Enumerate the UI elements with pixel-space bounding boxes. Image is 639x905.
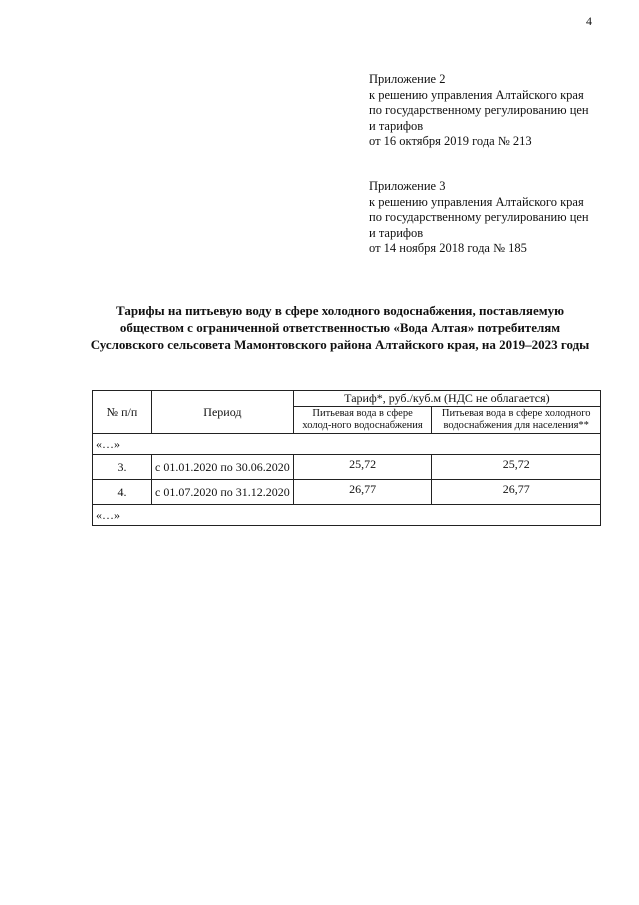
- header-tariff-group: Тариф*, руб./куб.м (НДС не облагается): [293, 391, 600, 407]
- table-row: [93, 455, 601, 480]
- page-number: 4: [586, 14, 592, 28]
- title-line: обществом с ограниченной ответственностью «Вода Алтая» потребителям: [119, 320, 561, 335]
- continuation-mark: «…»: [93, 434, 601, 455]
- cell-number: 4.: [93, 480, 152, 505]
- annex-3-line: и тарифов: [369, 225, 424, 240]
- cell-period: с 01.01.2020 по 30.06.2020: [152, 455, 294, 480]
- header-col-general: Питьевая вода в сфере холод-ного водоснабжения: [293, 407, 432, 434]
- annex-2-line: и тарифов: [369, 118, 424, 133]
- annex-2-line: к решению управления Алтайского края: [369, 87, 584, 102]
- table-row: [93, 480, 601, 505]
- annex-3-line: по государственному регулированию цен: [369, 210, 589, 224]
- header-period: Период: [152, 391, 294, 434]
- continuation-mark: «…»: [93, 505, 601, 526]
- tariff-table: [92, 390, 601, 526]
- cell-tariff-population: 25,72: [432, 455, 601, 480]
- annex-2-line: по государственному регулированию цен: [369, 103, 589, 117]
- title-line: Сусловского сельсовета Мамонтовского района Алтайского края, на 2019–2023 годы: [90, 337, 590, 352]
- header-col-population: Питьевая вода в сфере холодного водоснабжения для населения**: [432, 407, 601, 434]
- annex-3-header: [369, 179, 589, 257]
- cell-tariff-population: 26,77: [432, 480, 601, 505]
- continuation-row-bottom: [93, 505, 601, 526]
- cell-period: с 01.07.2020 по 31.12.2020: [152, 480, 294, 505]
- cell-tariff-general: 26,77: [293, 480, 432, 505]
- annex-2-header: [369, 72, 589, 150]
- document-title: [60, 302, 620, 353]
- annex-2-line: Приложение 2: [369, 72, 446, 86]
- annex-3-line: к решению управления Алтайского края: [369, 194, 584, 209]
- cell-tariff-general: 25,72: [293, 455, 432, 480]
- continuation-row-top: [93, 434, 601, 455]
- annex-3-line: от 14 ноября 2018 года № 185: [369, 241, 527, 255]
- annex-2-line: от 16 октября 2019 года № 213: [369, 134, 532, 148]
- header-number: № п/п: [93, 391, 152, 434]
- annex-3-line: Приложение 3: [369, 179, 446, 193]
- cell-number: 3.: [93, 455, 152, 480]
- title-line: Тарифы на питьевую воду в сфере холодного водоснабжения, поставляемую: [115, 303, 565, 318]
- table-header-row: [93, 391, 601, 407]
